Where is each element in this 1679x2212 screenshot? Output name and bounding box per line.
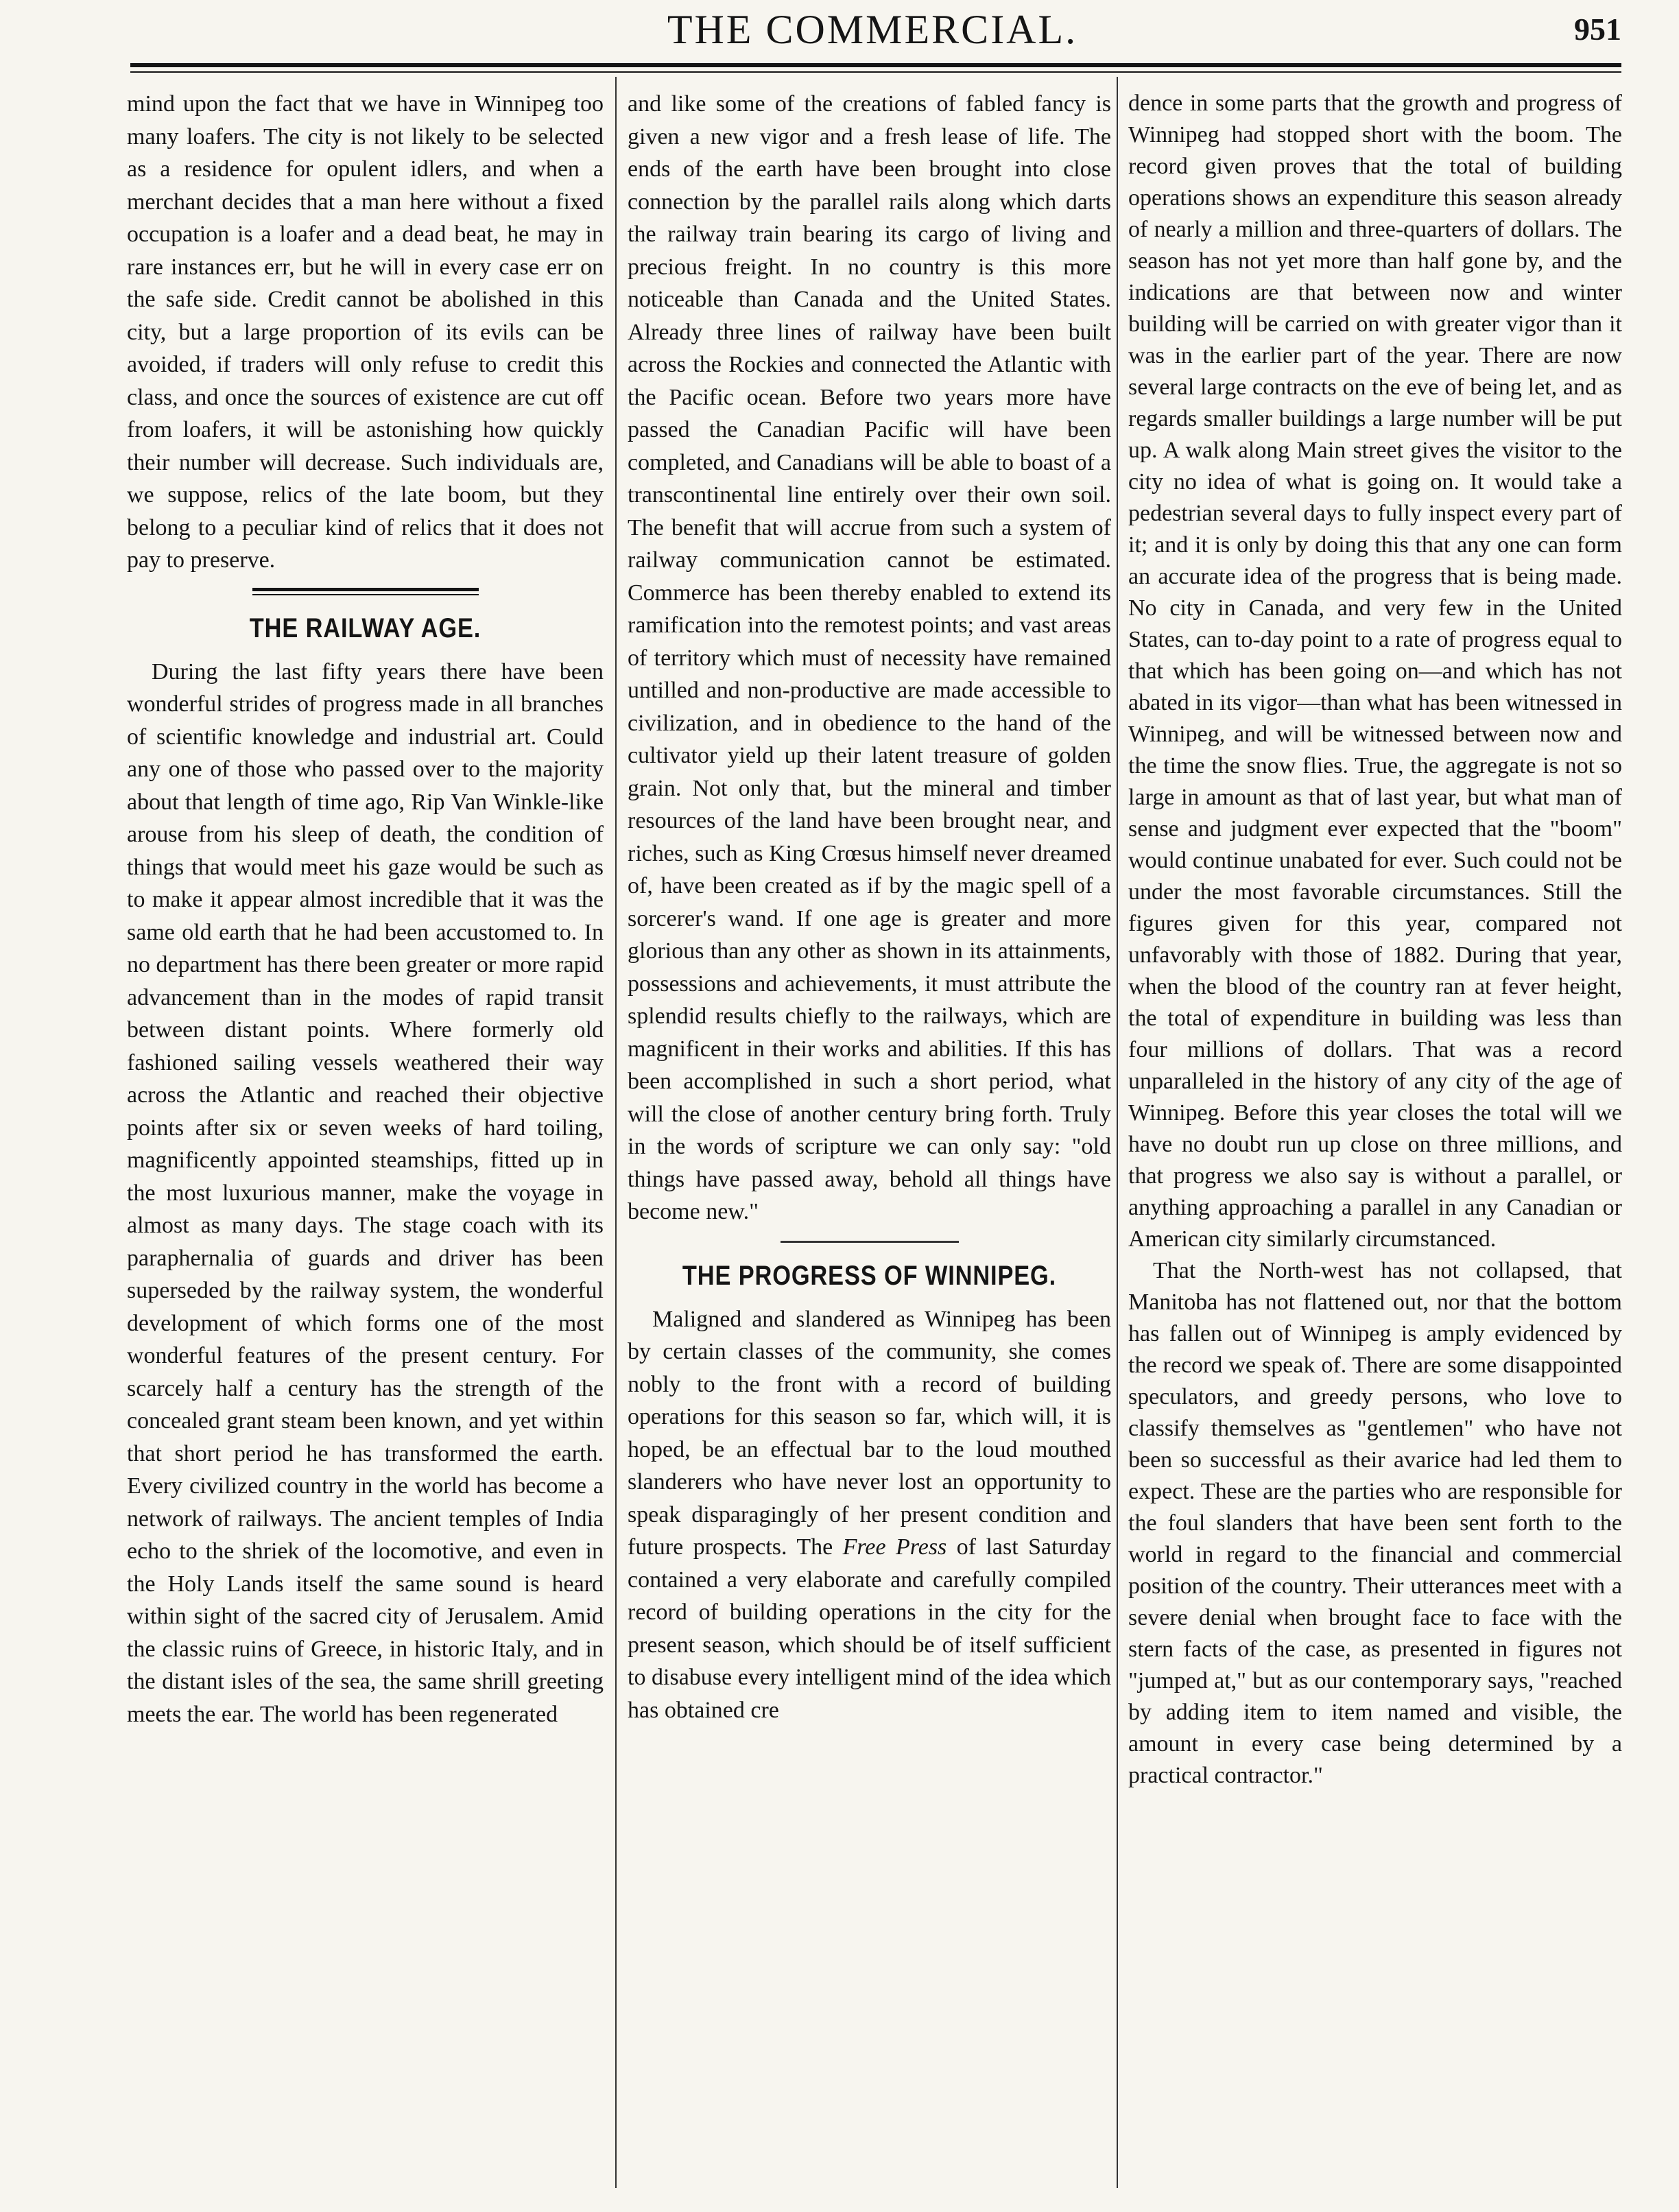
column-divider-2	[1117, 77, 1118, 2188]
article-text: of last Saturday contained a very elaborate and carefully compiled record of building operations in the city for the present season, which should be of itself sufficient to disabuse every intelligent mind of the idea which has obtained cre	[628, 1534, 1111, 1723]
headline-railway-age: THE RAILWAY AGE.	[249, 613, 481, 643]
masthead-title: THE COMMERCIAL.	[667, 7, 1078, 52]
column-3	[1128, 88, 1622, 2186]
column-divider-1	[615, 77, 617, 2188]
masthead-rule-thin	[130, 71, 1621, 73]
headline-progress-of-winnipeg: THE PROGRESS OF WINNIPEG.	[682, 1260, 1057, 1291]
section-divider-rule	[252, 588, 479, 595]
section-divider-rule	[781, 1241, 959, 1243]
article-north-west-paragraph: That the North-west has not collapsed, that Manitoba has not flattened out, nor that the bottom has fallen out of Winnipeg is amply evidenced by the record we speak of. There are some disappointed speculators, and greedy persons, who love to classify themselves as "gentlemen" who have not been so successful as their avarice had led them to expect. These are the parties who are responsible for the foul slanders that have been sent forth to the world in regard to the financial and commercial position of the country. Their utterances meet with a severe denial when brought face to face with the stern facts of the case, as presented in figures not "jumped at," but as our contemporary says, "reached by adding item to item named and visible, the amount in every case being determined by a practical contractor."	[1128, 1258, 1622, 1788]
article-text: Maligned and slandered as Winnipeg has been by certain classes of the community, she comes nobly to the front with a record of building operations for this season so far, which will, it is hoped, be an effectual bar to the loud mouthed slanderers who have never lost an opportunity to speak disparagingly of her present condition and future prospects. The	[628, 1306, 1111, 1560]
article-progress-of-winnipeg	[628, 1303, 1111, 1727]
article-railway-age-continued: and like some of the creations of fabled fancy is given a new vigor and a fresh lease of life. The ends of the earth have been brought into close connection by the parallel rails along which darts the railway train bearing its cargo of living and precious freight. In no country is this more noticeable than Canada and the United States. Already three lines of railway have been built across the Rockies and connected the Atlantic with the Pacific ocean. Before two years more have passed the Canadian Pacific will have been completed, and Canadians will be able to boast of a transcontinental line entirely over their own soil. The benefit that will accrue from such a system of railway communication cannot be estimated. Commerce has been thereby enabled to extend its ramification into the remotest points; and vast areas of territory which must of necessity have remained untilled and non-productive are made accessible to civilization, and in obedience to the hand of the cultivator yield up their latent treasure of golden grain. Not only that, but the mineral and timber resources of the land have been brought near, and riches, such as King Crœsus himself never dreamed of, have been created as if by the magic spell of a sorcerer's wand. If one age is greater and more glorious than any other as shown in its attainments, possessions and achievements, it must attribute the splendid results chiefly to the railways, which are magnificent in their works and abilities. If this has been accomplished in such a short period, what will the close of another century bring forth. Truly in the words of scripture we can only say: "old things have passed away, behold all things have become new."	[628, 91, 1111, 1224]
article-railway-age: During the last fifty years there have been wonderful strides of progress made in all branches of scientific knowledge and industrial art. Could any one of those who passed over to the majority about that length of time ago, Rip Van Winkle-like arouse from his sleep of death, the condition of things that would meet his gaze would be such as to make it appear almost incredible that it was the same old earth that he had been accustomed to. In no department has there been greater or more rapid advancement than in the modes of rapid transit between distant points. Where formerly old fashioned sailing vessels weathered their way across the Atlantic and reached their objective points after six or seven weeks of hard toiling, magnificently appointed steamships, fitted up in the most luxurious manner, make the voyage in almost as many days. The stage coach with its paraphernalia of guards and driver has been superseded by the railway system, the wonderful development of which forms one of the most wonderful features of the present century. For scarcely half a century has the strength of the concealed grant steam been known, and yet within that short period he has transformed the earth. Every civilized country in the world has become a network of railways. The ancient temples of India echo to the shriek of the locomotive, and even in the Holy Lands itself the same sound is heard within sight of the sacred city of Jerusalem. Amid the classic ruins of Greece, in historic Italy, and in the distant isles of the sea, the same shrill greeting meets the ear. The world has been regenerated	[127, 658, 604, 1727]
column-2	[628, 88, 1111, 2186]
column-1	[127, 88, 604, 2186]
article-loafers-continued: mind upon the fact that we have in Winnipeg too many loafers. The city is not likely to be selected as a residence for opulent idlers, and when a merchant decides that a man here without a fixed occupation is a loafer and a dead beat, he may in rare instances err, but he will in every case err on the safe side. Credit cannot be abolished in this city, but a large proportion of its evils can be avoided, if traders will only refuse to credit this class, and once the sources of existence are cut off from loafers, it will be astonishing how quickly their number will decrease. Such individuals are, we suppose, relics of the late boom, but they belong to a peculiar kind of relics that it does not pay to preserve.	[127, 91, 604, 573]
article-progress-of-winnipeg-continued: dence in some parts that the growth and progress of Winnipeg had stopped short with the boom. The record given proves that the total of building operations shows an expenditure this season already of nearly a million and three-quarters of dollars. The season has not yet more than half gone by, and the indications are that between now and winter building will be carried on with greater vigor than it was in the earlier part of the year. There are now several large contracts on the eve of being let, and as regards smaller buildings a large number will be put up. A walk along Main street gives the visitor to the city no idea of what is going on. It would take a pedestrian several days to fully inspect every part of it; and it is only by doing this that any one can form an accurate idea of the progress that is being made. No city in Canada, and very few in the United States, can to-day point to a rate of progress equal to that which has been going on—and which has not abated in its vigor—than what has been witnessed in Winnipeg, and will be witnessed between now and the time the snow flies. True, the aggregate is not so large in amount as that of last year, but what man of sense and judgment ever expected that the "boom" would continue unabated for ever. Such could not be under the most favorable circumstances. Still the figures given for this year, compared not unfavorably with those of 1882. During that year, when the blood of the country ran at fever height, the total of expenditure in building was less than four millions of dollars. That was a record unparalleled in the history of any city of the age of Winnipeg. Before this year closes the total will we have no doubt run up close on three millions, and that progress we also say is without a parallel, or anything approaching a parallel in any Canadian or American city similarly circumstanced.	[1128, 91, 1622, 1252]
page-number: 951	[1574, 12, 1621, 47]
masthead	[123, 4, 1621, 59]
newspaper-name: Free Press	[842, 1534, 947, 1560]
masthead-rule-thick	[130, 63, 1621, 67]
